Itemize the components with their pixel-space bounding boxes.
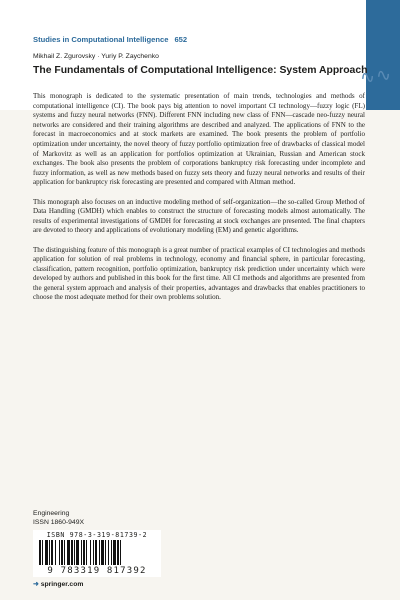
blurb-paragraph: This monograph also focuses on an inductive modeling method of self-organization—the so-called Group Method of Data Handling (GMDH) which enables to construct the structure of forecasting models almost automatically. The results of experimental investigations of GMDH for forecasting at stock exchanges are presented. The final chapters are devoted to theory and applications of evolutionary modeling (EM) and genetic algorithms. <box>33 197 365 235</box>
barcode-bar <box>95 540 97 565</box>
barcode-bar <box>108 540 109 565</box>
series-volume: 652 <box>174 35 188 44</box>
barcode-bar <box>59 540 60 565</box>
barcode-bar <box>83 540 85 565</box>
barcode-bar <box>61 540 63 565</box>
series-logo-fragment: ∿∿ <box>358 63 394 90</box>
barcode-icon <box>39 540 157 565</box>
series-name: Studies in Computational Intelligence <box>33 35 169 44</box>
barcode-bar <box>120 540 121 565</box>
series-line <box>33 35 187 44</box>
blurb-paragraph: This monograph is dedicated to the systematic presentation of main trends, technologies and methods of computational intelligence (CI). The book pays big attention to novel important CI technology—fuzzy logic (FL) systems and fuzzy neural networks (FNN). Different FNN including new class of FNN—cascade neo-fuzzy neural networks are considered and their training algorithms are described and analyzed. The applications of FNN to the forecast in macroeconomics and at stock markets are examined. The book presents the problem of portfolio optimization under uncertainty, the novel theory of fuzzy portfolio optimization free of drawbacks of classical model of Markovitz as well as an application for portfolios optimization at Ukrainian, Russian and American stock exchanges. The book also presents the problem of corporations bankruptcy risk forecasting under incomplete and fuzzy information, as well as new methods based on fuzzy sets theory and fuzzy neural networks and results of their application for bankruptcy risk forecasting are presented and compared with Altman method. <box>33 92 365 187</box>
barcode-bar <box>93 540 94 565</box>
barcode-bar <box>55 540 56 565</box>
barcode-bar <box>81 540 82 565</box>
barcode-bar <box>99 540 100 565</box>
barcode-bar <box>42 540 43 565</box>
barcode-box <box>33 530 161 577</box>
publisher-website[interactable] <box>33 580 83 588</box>
barcode-bar <box>64 540 65 565</box>
website-label: springer.com <box>40 581 84 588</box>
barcode-bar <box>51 540 53 565</box>
barcode-digits: 9 783319 817392 <box>47 566 147 576</box>
barcode-bar <box>111 540 112 565</box>
barcode-bar <box>117 540 119 565</box>
barcode-bar <box>76 540 79 565</box>
barcode-bar <box>39 540 41 565</box>
book-title: The Fundamentals of Computational Intelligence: System Approach <box>33 65 368 76</box>
blurb <box>33 92 365 313</box>
subject-label: Engineering <box>33 510 70 517</box>
blurb-paragraph: The distinguishing feature of this monograph is a great number of practical examples of CI technologies and methods application for solution of real problems in technology, economy and financial sphere, in particular forecasting, classification, pattern recognition, portfolio optimization, bankruptcy risk prediction under uncertainty which were developed by authors and published in this book for the first time. All CI methods and algorithms are presented from the general system approach and analysis of their properties, advantages and drawbacks that enables practitioners to choose the most adequate method for their own problems solution. <box>33 245 365 302</box>
authors: Mikhail Z. Zgurovsky · Yuriy P. Zaychenko <box>33 53 159 60</box>
issn-label: ISSN 1860-949X <box>33 518 85 526</box>
barcode-bar <box>49 540 50 565</box>
barcode-bar <box>45 540 48 565</box>
barcode-bar <box>101 540 104 565</box>
barcode-bar <box>71 540 73 565</box>
barcode-bar <box>113 540 116 565</box>
barcode-bar <box>105 540 106 565</box>
barcode-bar <box>74 540 75 565</box>
barcode-bar <box>67 540 70 565</box>
subject-block <box>33 510 84 527</box>
barcode-bar <box>86 540 87 565</box>
arrow-icon: ➜ <box>33 581 39 588</box>
isbn-label: ISBN 978-3-319-81739-2 <box>46 531 148 539</box>
series-color-block <box>358 0 400 110</box>
barcode-bar <box>90 540 91 565</box>
